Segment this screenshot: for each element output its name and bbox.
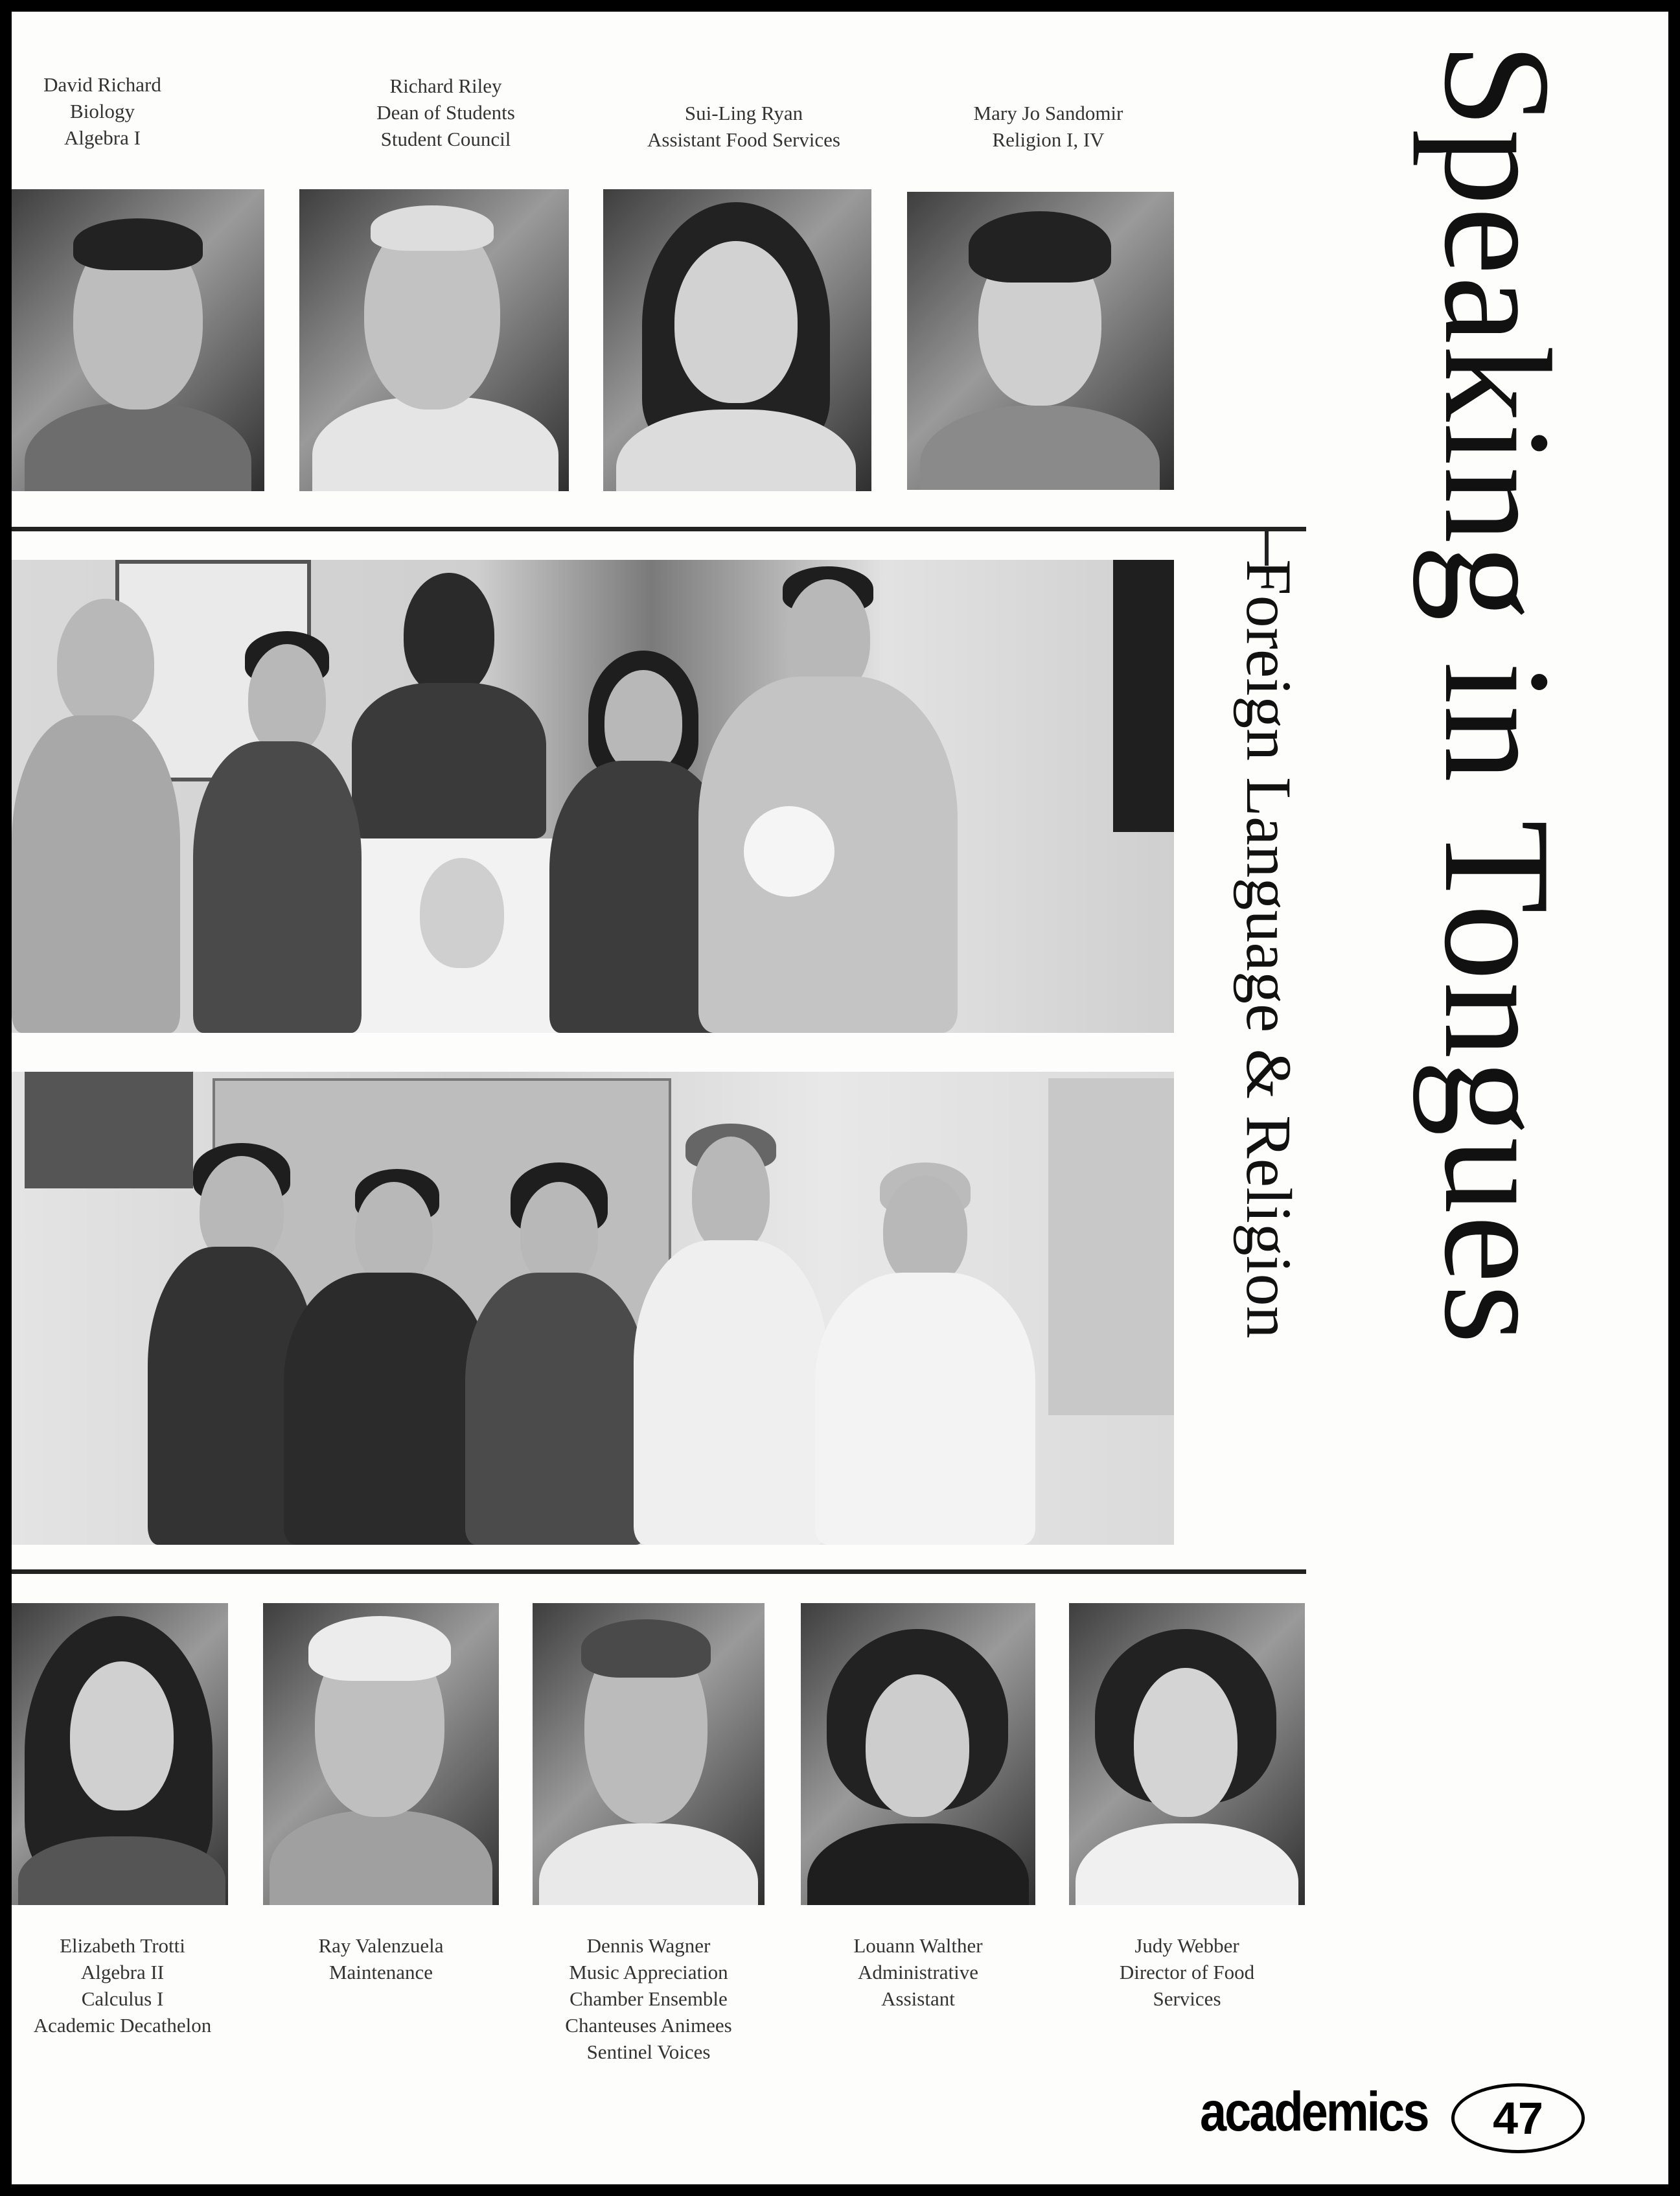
person <box>193 631 362 1033</box>
portrait-louann-walther <box>801 1603 1035 1905</box>
caption-name: Dennis Wagner <box>586 1934 711 1957</box>
person <box>634 1124 828 1545</box>
caption-role: Algebra I <box>64 126 141 149</box>
caption-role: Algebra II <box>80 1961 165 1983</box>
portrait-richard-riley <box>299 189 569 491</box>
portrait-elizabeth-trotti <box>12 1603 228 1905</box>
divider-top <box>12 527 1306 531</box>
person <box>465 1162 647 1545</box>
page-number-text: 47 <box>1493 2093 1543 2144</box>
caption-role: Dean of Students <box>376 101 515 124</box>
group-photo-foreign-language <box>12 560 1174 1033</box>
caption-role: Calculus I <box>81 1987 164 2010</box>
caption-name: Richard Riley <box>389 75 502 97</box>
caption-role: Maintenance <box>328 1961 433 1983</box>
caption-role: Religion I, IV <box>992 128 1105 151</box>
caption-name: Sui-Ling Ryan <box>684 102 803 124</box>
button-badge <box>744 806 834 897</box>
pedestal <box>349 838 562 1033</box>
portrait-dennis-wagner <box>533 1603 765 1905</box>
portrait-judy-webber <box>1069 1603 1305 1905</box>
caption-david-richard <box>12 71 193 151</box>
yearbook-page <box>12 12 1668 2184</box>
portrait-sui-ling-ryan <box>603 189 871 491</box>
caption-name: David Richard <box>43 73 161 96</box>
caption-elizabeth-trotti <box>12 1932 233 2039</box>
page-number <box>1451 2083 1585 2153</box>
person <box>698 566 958 1033</box>
caption-role: Services <box>1153 1987 1221 2010</box>
caption-judy-webber <box>1070 1932 1304 2012</box>
caption-louann-walther <box>808 1932 1028 2012</box>
doorway <box>1113 560 1174 832</box>
section-label: academics <box>1200 2080 1428 2143</box>
caption-name: Ray Valenzuela <box>318 1934 444 1957</box>
caption-ray-valenzuela <box>271 1932 491 1985</box>
caption-role: Biology <box>70 100 135 122</box>
caption-name: Mary Jo Sandomir <box>973 102 1123 124</box>
caption-mary-jo-sandomir <box>919 100 1178 153</box>
caption-role: Chanteuses Animees <box>565 2014 732 2037</box>
caption-richard-riley <box>329 73 562 152</box>
portrait-ray-valenzuela <box>263 1603 499 1905</box>
caption-role: Sentinel Voices <box>586 2040 711 2063</box>
divider-bottom <box>12 1569 1306 1574</box>
person <box>815 1162 1035 1545</box>
caption-role: Chamber Ensemble <box>570 1987 728 2010</box>
group-photo-religion <box>12 1072 1174 1545</box>
portrait-mary-jo-sandomir <box>907 192 1174 490</box>
caption-role: Assistant <box>881 1987 955 2010</box>
caption-role: Assistant Food Services <box>647 128 840 151</box>
caption-role: Music Appreciation <box>569 1961 728 1983</box>
bust-statue <box>352 573 546 838</box>
caption-role: Student Council <box>380 128 511 150</box>
caption-role: Director of Food <box>1119 1961 1255 1983</box>
caption-sui-ling-ryan <box>608 100 880 153</box>
caption-role: Administrative <box>858 1961 978 1983</box>
caption-role: Academic Decathelon <box>33 2014 212 2037</box>
page-title: Speaking in Tongues <box>1412 43 1582 1345</box>
caption-name: Louann Walther <box>853 1934 983 1957</box>
person <box>284 1169 491 1545</box>
caption-name: Judy Webber <box>1134 1934 1239 1957</box>
person <box>12 599 180 1033</box>
page-subtitle: Foreign Language & Religion <box>1233 559 1305 1339</box>
bulletin-board <box>1048 1078 1174 1415</box>
caption-dennis-wagner <box>532 1932 765 2065</box>
caption-name: Elizabeth Trotti <box>60 1934 185 1957</box>
portrait-david-richard <box>12 189 264 491</box>
